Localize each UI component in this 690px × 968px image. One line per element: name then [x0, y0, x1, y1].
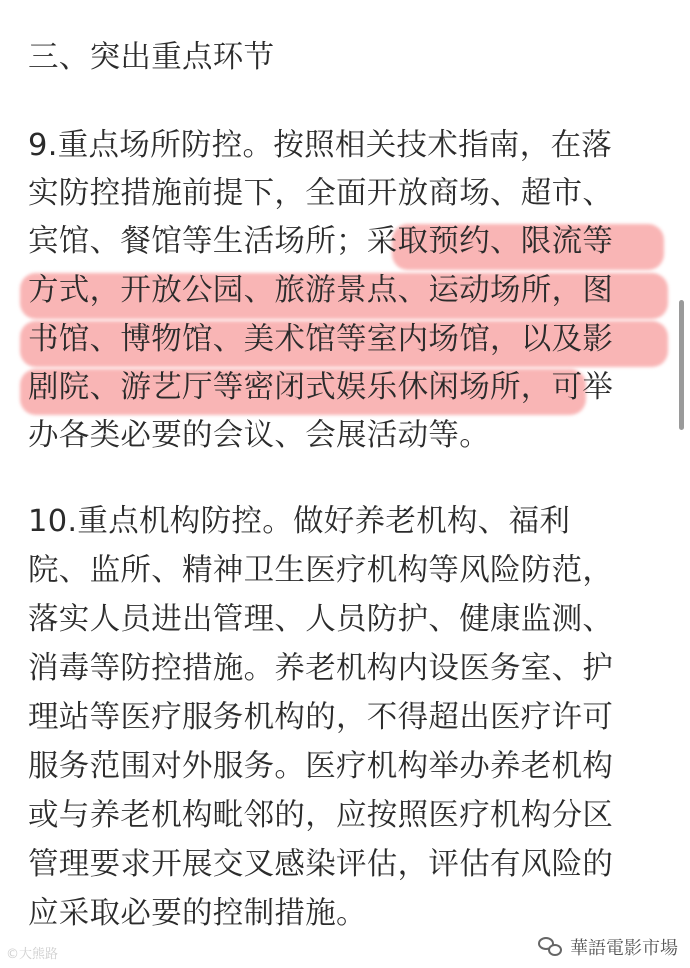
paragraph-line: 管理要求开展交叉感染评估，评估有风险的 [28, 847, 614, 882]
watermark-right-text: 華語電影市場 [570, 938, 678, 959]
paragraph-line: 方式，开放公园、旅游景点、运动场所，图 [28, 273, 614, 308]
section-heading: 三、突出重点环节 [28, 40, 275, 75]
watermark-left: ©大熊路 [6, 947, 59, 962]
paragraph-line: 9.重点场所防控。按照相关技术指南，在落 [28, 128, 613, 163]
paragraph-line: 书馆、博物馆、美术馆等室内场馆，以及影 [28, 322, 614, 357]
paragraph-line: 宾馆、餐馆等生活场所；采取预约、限流等 [28, 224, 614, 259]
paragraph-line: 或与养老机构毗邻的，应按照医疗机构分区 [28, 798, 614, 833]
scrollbar-thumb[interactable] [679, 300, 684, 430]
paragraph-line: 剧院、游艺厅等密闭式娱乐休闲场所，可举 [28, 370, 614, 405]
paragraph-line: 理站等医疗服务机构的，不得超出医疗许可 [28, 700, 614, 735]
wechat-icon [538, 937, 564, 957]
paragraph-line: 10.重点机构防控。做好养老机构、福利 [28, 504, 571, 539]
watermark-right [538, 934, 678, 960]
paragraph-line: 消毒等防控措施。养老机构内设医务室、护 [28, 651, 614, 686]
paragraph-line: 应采取必要的控制措施。 [28, 896, 367, 931]
paragraph-line: 院、监所、精神卫生医疗机构等风险防范， [28, 553, 614, 588]
paragraph-line: 办各类必要的会议、会展活动等。 [28, 418, 490, 453]
paragraph-line: 实防控措施前提下，全面开放商场、超市、 [28, 176, 614, 211]
paragraph-line: 服务范围对外服务。医疗机构举办养老机构 [28, 749, 614, 784]
paragraph-line: 落实人员进出管理、人员防护、健康监测、 [28, 602, 614, 637]
